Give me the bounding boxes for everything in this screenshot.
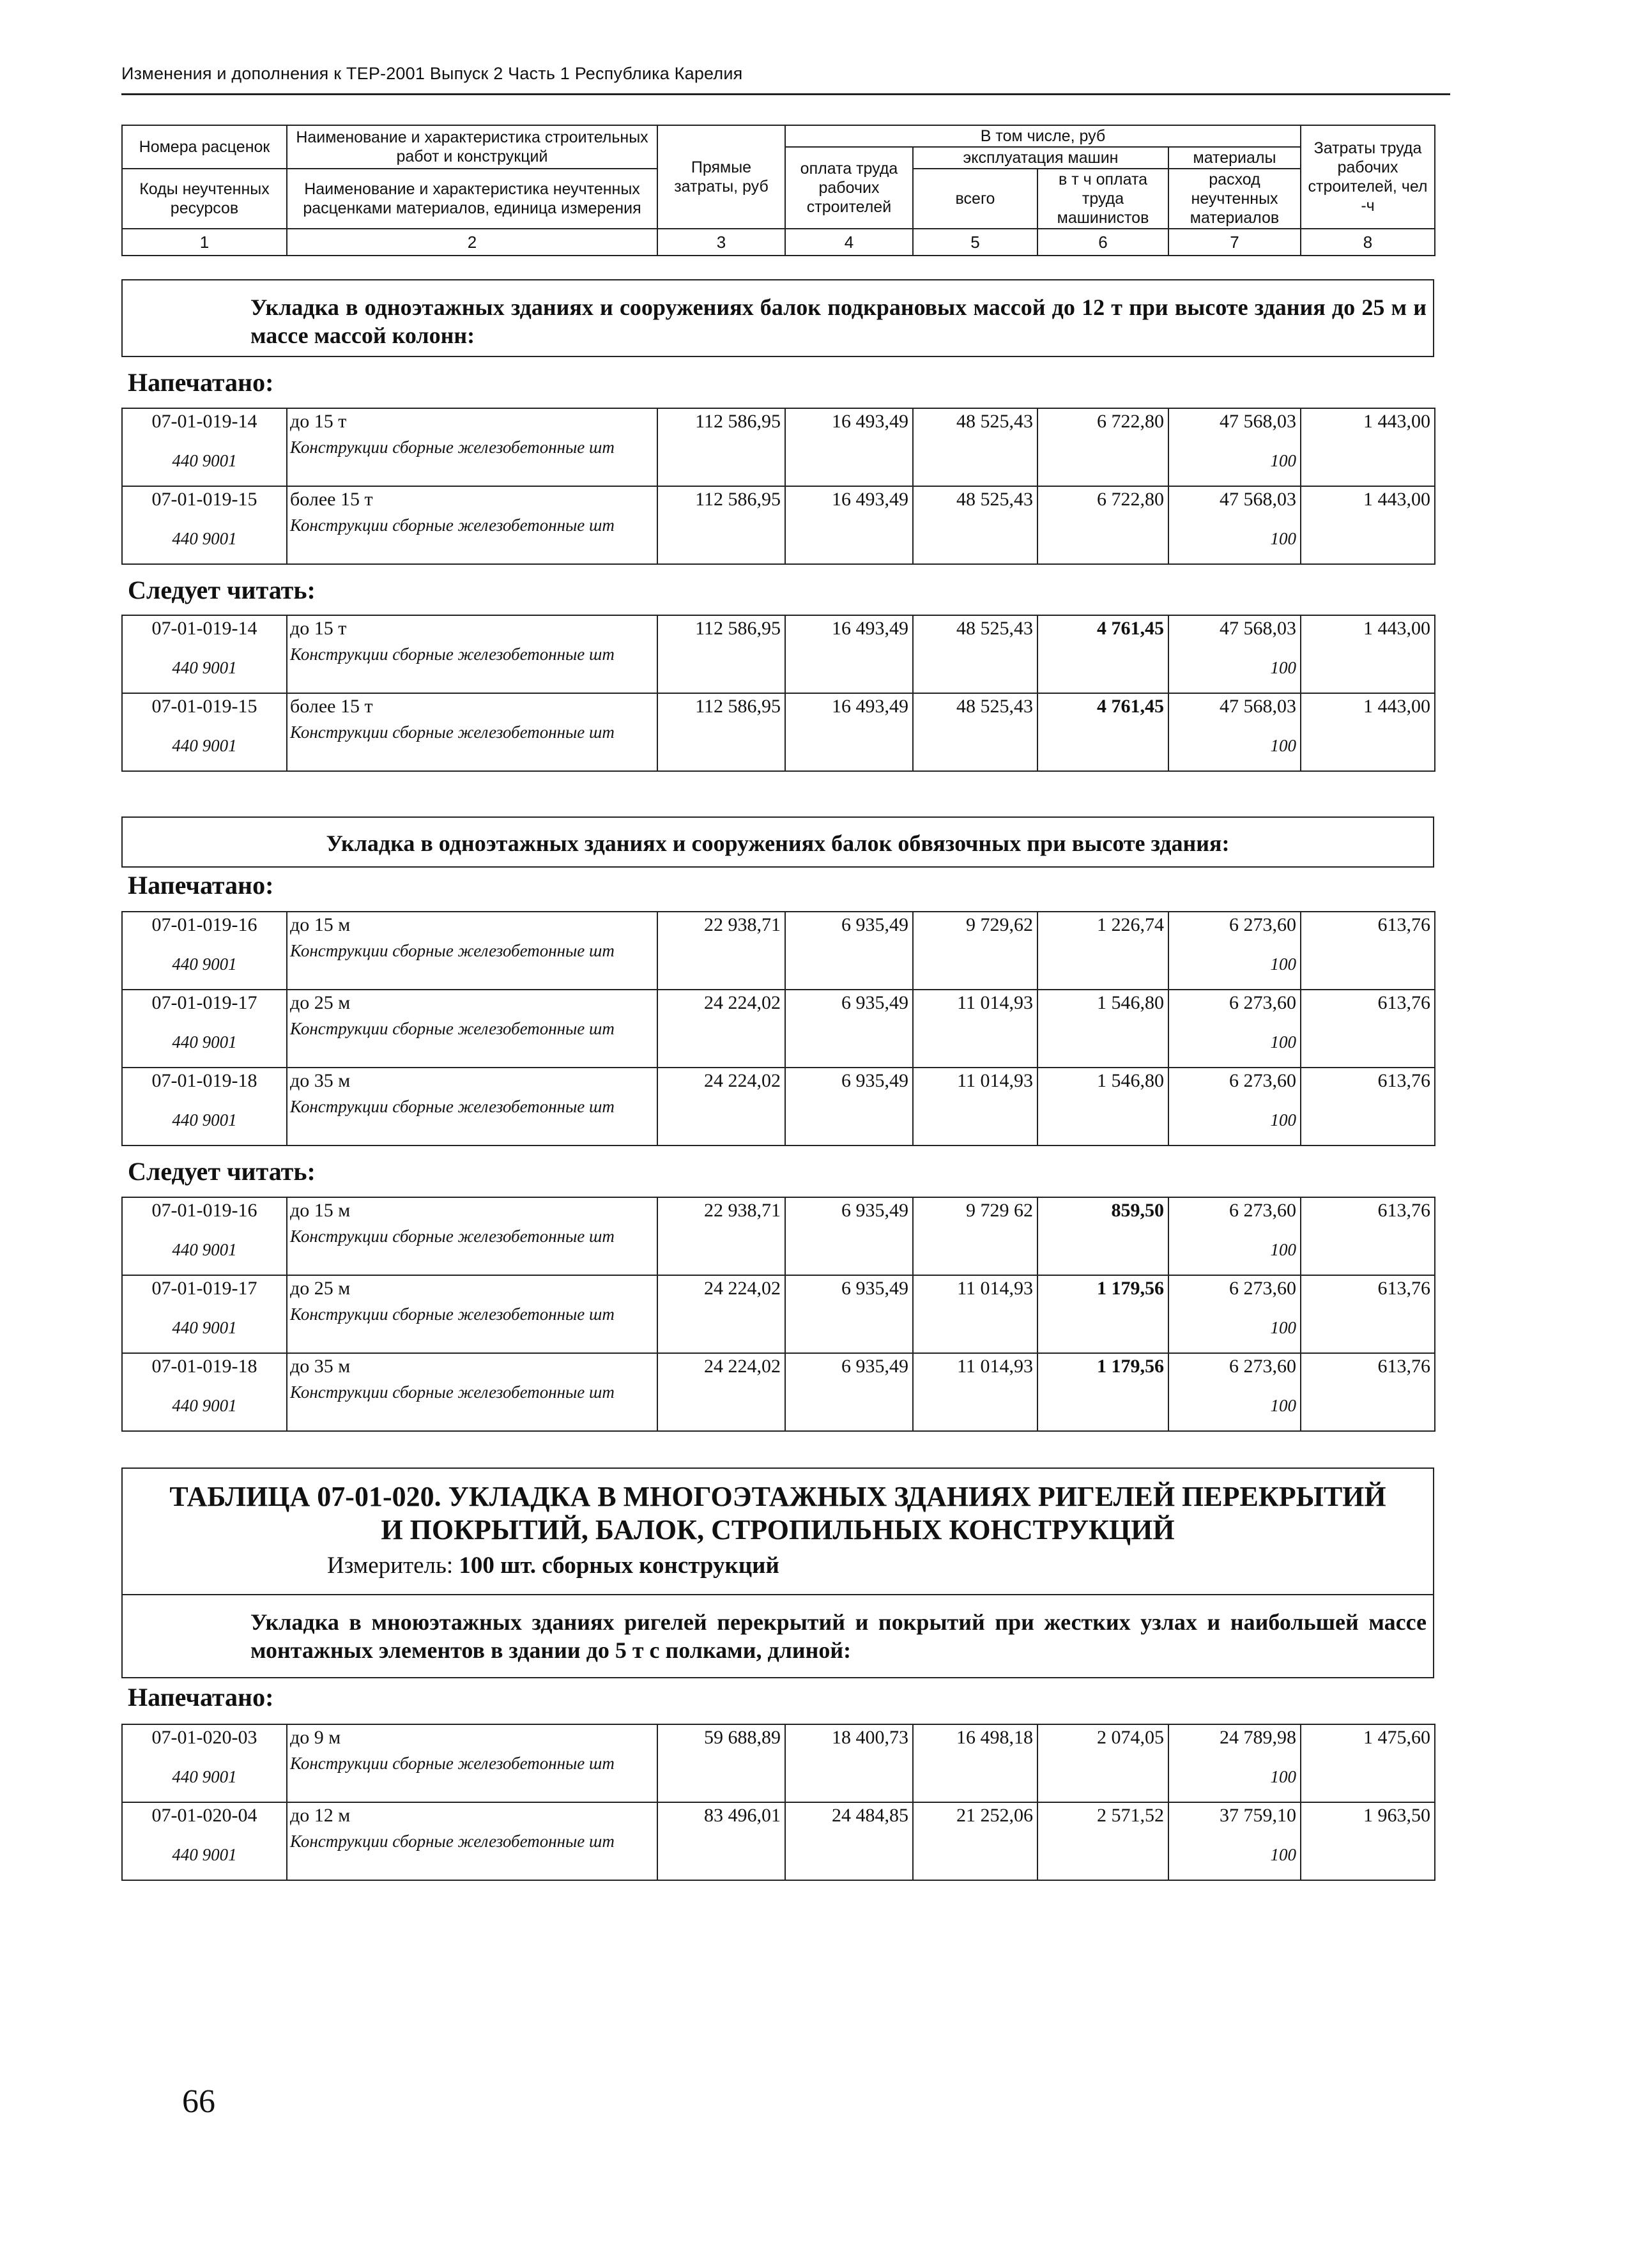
resource-name-cell: Конструкции сборные железобетонные шт [287,436,657,486]
empty-cell [657,1830,785,1880]
header-num-4: 4 [785,229,913,256]
machine-labor-cell: 4 761,45 [1037,693,1168,721]
direct-costs-cell: 112 586,95 [657,486,785,514]
header-num-5: 5 [913,229,1037,256]
resource-code-cell: 440 9001 [122,939,287,990]
header-machine-labor: в т ч оплата труда машинистов [1037,169,1168,229]
labor-pay-cell: 6 935,49 [785,990,913,1017]
rate-code-cell: 07-01-020-03 [122,1724,287,1752]
materials-cell: 47 568,03 [1168,615,1301,643]
direct-costs-cell: 112 586,95 [657,408,785,436]
materials-cell: 47 568,03 [1168,486,1301,514]
work-name-cell: до 15 т [287,408,657,436]
resource-qty-cell: 100 [1168,1303,1301,1353]
resource-qty-cell: 100 [1168,1225,1301,1275]
resource-row [122,1095,1435,1145]
label-printed: Напечатано: [128,871,274,900]
resource-name-cell: Конструкции сборные железобетонные шт [287,1095,657,1145]
empty-cell [1037,514,1168,564]
empty-cell [1301,1830,1435,1880]
materials-cell: 6 273,60 [1168,1353,1301,1381]
table-020-title-line-1: ТАБЛИЦА 07-01-020. УКЛАДКА В МНОГОЭТАЖНЫХ ЗДАНИЯХ РИГЕЛЕЙ ПЕРЕКРЫТИЙ [169,1481,1386,1512]
empty-cell [1037,436,1168,486]
rate-code-cell: 07-01-019-15 [122,693,287,721]
empty-cell [785,1225,913,1275]
empty-cell [1301,1303,1435,1353]
machine-total-cell: 11 014,93 [913,1275,1037,1303]
empty-cell [1301,1017,1435,1068]
machine-labor-cell: 1 179,56 [1037,1353,1168,1381]
measure-value: 100 шт. сборных конструкций [459,1552,779,1579]
machine-labor-cell: 859,50 [1037,1197,1168,1225]
header-rule [121,93,1450,95]
machine-labor-cell: 1 546,80 [1037,990,1168,1017]
resource-qty-cell: 100 [1168,514,1301,564]
empty-cell [657,436,785,486]
empty-cell [1301,1381,1435,1431]
empty-cell [913,436,1037,486]
empty-cell [657,939,785,990]
work-name-cell: более 15 т [287,693,657,721]
direct-costs-cell: 112 586,95 [657,615,785,643]
resource-qty-cell: 100 [1168,436,1301,486]
empty-cell [913,1303,1037,1353]
rate-row [122,486,1435,514]
header-labor-cost: Затраты труда рабочих строителей, чел -ч [1301,125,1435,229]
resource-name-cell: Конструкции сборные железобетонные шт [287,1752,657,1802]
labor-hours-cell: 613,76 [1301,1068,1435,1095]
empty-cell [657,1017,785,1068]
section-1-box [121,279,1434,357]
empty-cell [1037,1017,1168,1068]
resource-row [122,1017,1435,1068]
resource-name-cell: Конструкции сборные железобетонные шт [287,643,657,693]
labor-pay-cell: 6 935,49 [785,1353,913,1381]
resource-qty-cell: 100 [1168,1830,1301,1880]
resource-row [122,436,1435,486]
machine-total-cell: 48 525,43 [913,693,1037,721]
resource-code-cell: 440 9001 [122,514,287,564]
work-name-cell: до 9 м [287,1724,657,1752]
empty-cell [657,643,785,693]
work-name-cell: до 25 м [287,990,657,1017]
labor-hours-cell: 613,76 [1301,1197,1435,1225]
header-num-1: 1 [122,229,287,256]
empty-cell [785,1303,913,1353]
header-num-6: 6 [1037,229,1168,256]
empty-cell [1037,643,1168,693]
empty-cell [657,1752,785,1802]
resource-name-cell: Конструкции сборные железобетонные шт [287,1381,657,1431]
label-should-read: Следует читать: [128,1157,316,1186]
machine-total-cell: 9 729,62 [913,912,1037,939]
rate-row [122,615,1435,643]
labor-pay-cell: 16 493,49 [785,486,913,514]
header-machine-ops: эксплуатация машин [913,147,1168,169]
resource-code-cell: 440 9001 [122,1303,287,1353]
rate-code-cell: 07-01-019-18 [122,1353,287,1381]
empty-cell [785,939,913,990]
empty-cell [913,721,1037,771]
machine-total-cell: 16 498,18 [913,1724,1037,1752]
column-header-table [121,125,1435,256]
resource-qty-cell: 100 [1168,1017,1301,1068]
empty-cell [657,1225,785,1275]
labor-hours-cell: 613,76 [1301,1275,1435,1303]
resource-code-cell: 440 9001 [122,1830,287,1880]
direct-costs-cell: 24 224,02 [657,1353,785,1381]
labor-pay-cell: 18 400,73 [785,1724,913,1752]
empty-cell [913,1752,1037,1802]
resource-qty-cell: 100 [1168,1752,1301,1802]
empty-cell [1301,1752,1435,1802]
rate-code-cell: 07-01-019-16 [122,1197,287,1225]
labor-hours-cell: 1 443,00 [1301,486,1435,514]
resource-name-cell: Конструкции сборные железобетонные шт [287,939,657,990]
table-020-section-title: Укладка в мноюэтажных зданиях ригелей перекрытий и покрытий при жестких узлах и наибольшей массе монтажных элементов в здании до 5 т с полками, длиной: [250,1609,1427,1663]
resource-name-cell: Конструкции сборные железобетонные шт [287,1830,657,1880]
resource-qty-cell: 100 [1168,1381,1301,1431]
rate-row [122,408,1435,436]
empty-cell [1301,1225,1435,1275]
labor-hours-cell: 613,76 [1301,990,1435,1017]
empty-cell [785,1095,913,1145]
section-2-box [121,816,1434,868]
resource-name-cell: Конструкции сборные железобетонные шт [287,1225,657,1275]
materials-cell: 6 273,60 [1168,1197,1301,1225]
machine-labor-cell: 6 722,80 [1037,486,1168,514]
rate-row [122,1275,1435,1303]
empty-cell [657,1303,785,1353]
resource-row [122,721,1435,771]
empty-cell [1301,721,1435,771]
rate-row [122,693,1435,721]
materials-cell: 37 759,10 [1168,1802,1301,1830]
resource-row [122,1303,1435,1353]
empty-cell [1037,1303,1168,1353]
labor-hours-cell: 613,76 [1301,1353,1435,1381]
materials-cell: 47 568,03 [1168,408,1301,436]
rate-row [122,1353,1435,1381]
resource-code-cell: 440 9001 [122,1752,287,1802]
machine-labor-cell: 2 571,52 [1037,1802,1168,1830]
empty-cell [1301,939,1435,990]
measure-label: Измеритель: [327,1552,454,1579]
work-name-cell: до 35 м [287,1353,657,1381]
header-machine-total: всего [913,169,1037,229]
work-name-cell: более 15 т [287,486,657,514]
header-in-total: В том числе, руб [785,125,1301,147]
empty-cell [913,939,1037,990]
machine-total-cell: 48 525,43 [913,486,1037,514]
empty-cell [1037,1830,1168,1880]
direct-costs-cell: 24 224,02 [657,990,785,1017]
empty-cell [1301,643,1435,693]
resource-qty-cell: 100 [1168,939,1301,990]
machine-total-cell: 9 729 62 [913,1197,1037,1225]
materials-cell: 47 568,03 [1168,693,1301,721]
machine-total-cell: 11 014,93 [913,990,1037,1017]
resource-name-cell: Конструкции сборные железобетонные шт [287,514,657,564]
empty-cell [1037,1381,1168,1431]
labor-hours-cell: 1 443,00 [1301,693,1435,721]
table-020-title-line-2: И ПОКРЫТИЙ, БАЛОК, СТРОПИЛЬНЫХ КОНСТРУКЦИЙ [381,1514,1175,1545]
rate-row [122,990,1435,1017]
direct-costs-cell: 24 224,02 [657,1275,785,1303]
rate-code-cell: 07-01-019-15 [122,486,287,514]
materials-cell: 6 273,60 [1168,912,1301,939]
section-1-printed-table [121,408,1435,565]
resource-name-cell: Конструкции сборные железобетонные шт [287,1017,657,1068]
section-2-printed-table [121,911,1435,1146]
empty-cell [657,721,785,771]
label-printed: Напечатано: [128,1683,274,1712]
machine-total-cell: 11 014,93 [913,1353,1037,1381]
empty-cell [785,514,913,564]
labor-hours-cell: 1 963,50 [1301,1802,1435,1830]
work-name-cell: до 35 м [287,1068,657,1095]
page-number: 66 [182,2083,215,2120]
header-material-name: Наименование и характеристика неучтенных расценками материалов, единица измерения [287,169,657,229]
direct-costs-cell: 22 938,71 [657,912,785,939]
work-name-cell: до 15 м [287,912,657,939]
header-work-name: Наименование и характеристика строительных работ и конструкций [287,125,657,169]
rate-code-cell: 07-01-019-14 [122,615,287,643]
resource-name-cell: Конструкции сборные железобетонные шт [287,721,657,771]
rate-code-cell: 07-01-019-18 [122,1068,287,1095]
empty-cell [785,436,913,486]
work-name-cell: до 15 т [287,615,657,643]
resource-code-cell: 440 9001 [122,721,287,771]
label-should-read: Следует читать: [128,576,316,604]
empty-cell [785,1017,913,1068]
header-num-8: 8 [1301,229,1435,256]
table-020-section-box [121,1595,1434,1678]
label-printed: Напечатано: [128,368,274,397]
resource-name-cell: Конструкции сборные железобетонные шт [287,1303,657,1353]
labor-pay-cell: 24 484,85 [785,1802,913,1830]
work-name-cell: до 12 м [287,1802,657,1830]
empty-cell [785,1752,913,1802]
section-1-corrected-table [121,615,1435,772]
resource-qty-cell: 100 [1168,1095,1301,1145]
section-1-title: Укладка в одноэтажных зданиях и сооружениях балок подкрановых массой до 12 т при высоте здания до 25 м и массе массой колонн: [250,295,1427,348]
empty-cell [657,1381,785,1431]
rate-row [122,1197,1435,1225]
running-header: Изменения и дополнения к ТЕР-2001 Выпуск 2 Часть 1 Республика Карелия [121,64,743,83]
header-num-2: 2 [287,229,657,256]
empty-cell [657,1095,785,1145]
empty-cell [1301,514,1435,564]
direct-costs-cell: 22 938,71 [657,1197,785,1225]
labor-hours-cell: 1 443,00 [1301,615,1435,643]
empty-cell [913,1225,1037,1275]
resource-row [122,1830,1435,1880]
empty-cell [785,1830,913,1880]
machine-total-cell: 48 525,43 [913,408,1037,436]
resource-code-cell: 440 9001 [122,1225,287,1275]
resource-row [122,1381,1435,1431]
resource-code-cell: 440 9001 [122,1017,287,1068]
machine-total-cell: 11 014,93 [913,1068,1037,1095]
labor-pay-cell: 16 493,49 [785,615,913,643]
empty-cell [913,1095,1037,1145]
resource-code-cell: 440 9001 [122,1381,287,1431]
labor-pay-cell: 6 935,49 [785,1197,913,1225]
resource-qty-cell: 100 [1168,643,1301,693]
rate-row [122,912,1435,939]
empty-cell [785,1381,913,1431]
resource-code-cell: 440 9001 [122,643,287,693]
machine-labor-cell: 4 761,45 [1037,615,1168,643]
empty-cell [913,1381,1037,1431]
rate-code-cell: 07-01-019-16 [122,912,287,939]
header-num-7: 7 [1168,229,1301,256]
empty-cell [1037,1095,1168,1145]
header-materials-unaccounted: расход неучтенных материалов [1168,169,1301,229]
labor-pay-cell: 6 935,49 [785,912,913,939]
header-labor-pay: оплата труда рабочих строителей [785,147,913,229]
direct-costs-cell: 24 224,02 [657,1068,785,1095]
header-unaccounted-codes: Коды неучтенных ресурсов [122,169,287,229]
materials-cell: 6 273,60 [1168,990,1301,1017]
empty-cell [785,643,913,693]
labor-pay-cell: 6 935,49 [785,1275,913,1303]
resource-qty-cell: 100 [1168,721,1301,771]
materials-cell: 6 273,60 [1168,1275,1301,1303]
direct-costs-cell: 59 688,89 [657,1724,785,1752]
empty-cell [1037,939,1168,990]
empty-cell [1301,436,1435,486]
resource-code-cell: 440 9001 [122,436,287,486]
section-2-title: Укладка в одноэтажных зданиях и сооружениях балок обвязочных при высоте здания: [326,831,1230,856]
labor-pay-cell: 16 493,49 [785,408,913,436]
empty-cell [913,1830,1037,1880]
resource-code-cell: 440 9001 [122,1095,287,1145]
labor-hours-cell: 1 443,00 [1301,408,1435,436]
empty-cell [1301,1095,1435,1145]
empty-cell [913,514,1037,564]
empty-cell [657,514,785,564]
section-2-corrected-table [121,1197,1435,1432]
empty-cell [1037,721,1168,771]
table-020-printed-table [121,1724,1435,1881]
direct-costs-cell: 83 496,01 [657,1802,785,1830]
materials-cell: 24 789,98 [1168,1724,1301,1752]
rate-code-cell: 07-01-020-04 [122,1802,287,1830]
machine-total-cell: 21 252,06 [913,1802,1037,1830]
resource-row [122,1752,1435,1802]
work-name-cell: до 15 м [287,1197,657,1225]
rate-code-cell: 07-01-019-17 [122,990,287,1017]
table-020-measure [129,1552,1427,1579]
header-num-3: 3 [657,229,785,256]
header-materials: материалы [1168,147,1301,169]
labor-hours-cell: 613,76 [1301,912,1435,939]
labor-hours-cell: 1 475,60 [1301,1724,1435,1752]
rate-code-cell: 07-01-019-14 [122,408,287,436]
resource-row [122,643,1435,693]
resource-row [122,514,1435,564]
empty-cell [1037,1752,1168,1802]
empty-cell [913,1017,1037,1068]
labor-pay-cell: 6 935,49 [785,1068,913,1095]
direct-costs-cell: 112 586,95 [657,693,785,721]
labor-pay-cell: 16 493,49 [785,693,913,721]
machine-labor-cell: 1 226,74 [1037,912,1168,939]
rate-row [122,1068,1435,1095]
rate-row [122,1802,1435,1830]
machine-total-cell: 48 525,43 [913,615,1037,643]
table-020-title-box [121,1467,1434,1595]
machine-labor-cell: 2 074,05 [1037,1724,1168,1752]
rate-code-cell: 07-01-019-17 [122,1275,287,1303]
work-name-cell: до 25 м [287,1275,657,1303]
machine-labor-cell: 1 179,56 [1037,1275,1168,1303]
rate-row [122,1724,1435,1752]
empty-cell [1037,1225,1168,1275]
machine-labor-cell: 1 546,80 [1037,1068,1168,1095]
empty-cell [913,643,1037,693]
resource-row [122,1225,1435,1275]
header-direct-costs: Прямые затраты, руб [657,125,785,229]
header-rate-numbers: Номера расценок [122,125,287,169]
resource-row [122,939,1435,990]
materials-cell: 6 273,60 [1168,1068,1301,1095]
empty-cell [785,721,913,771]
machine-labor-cell: 6 722,80 [1037,408,1168,436]
